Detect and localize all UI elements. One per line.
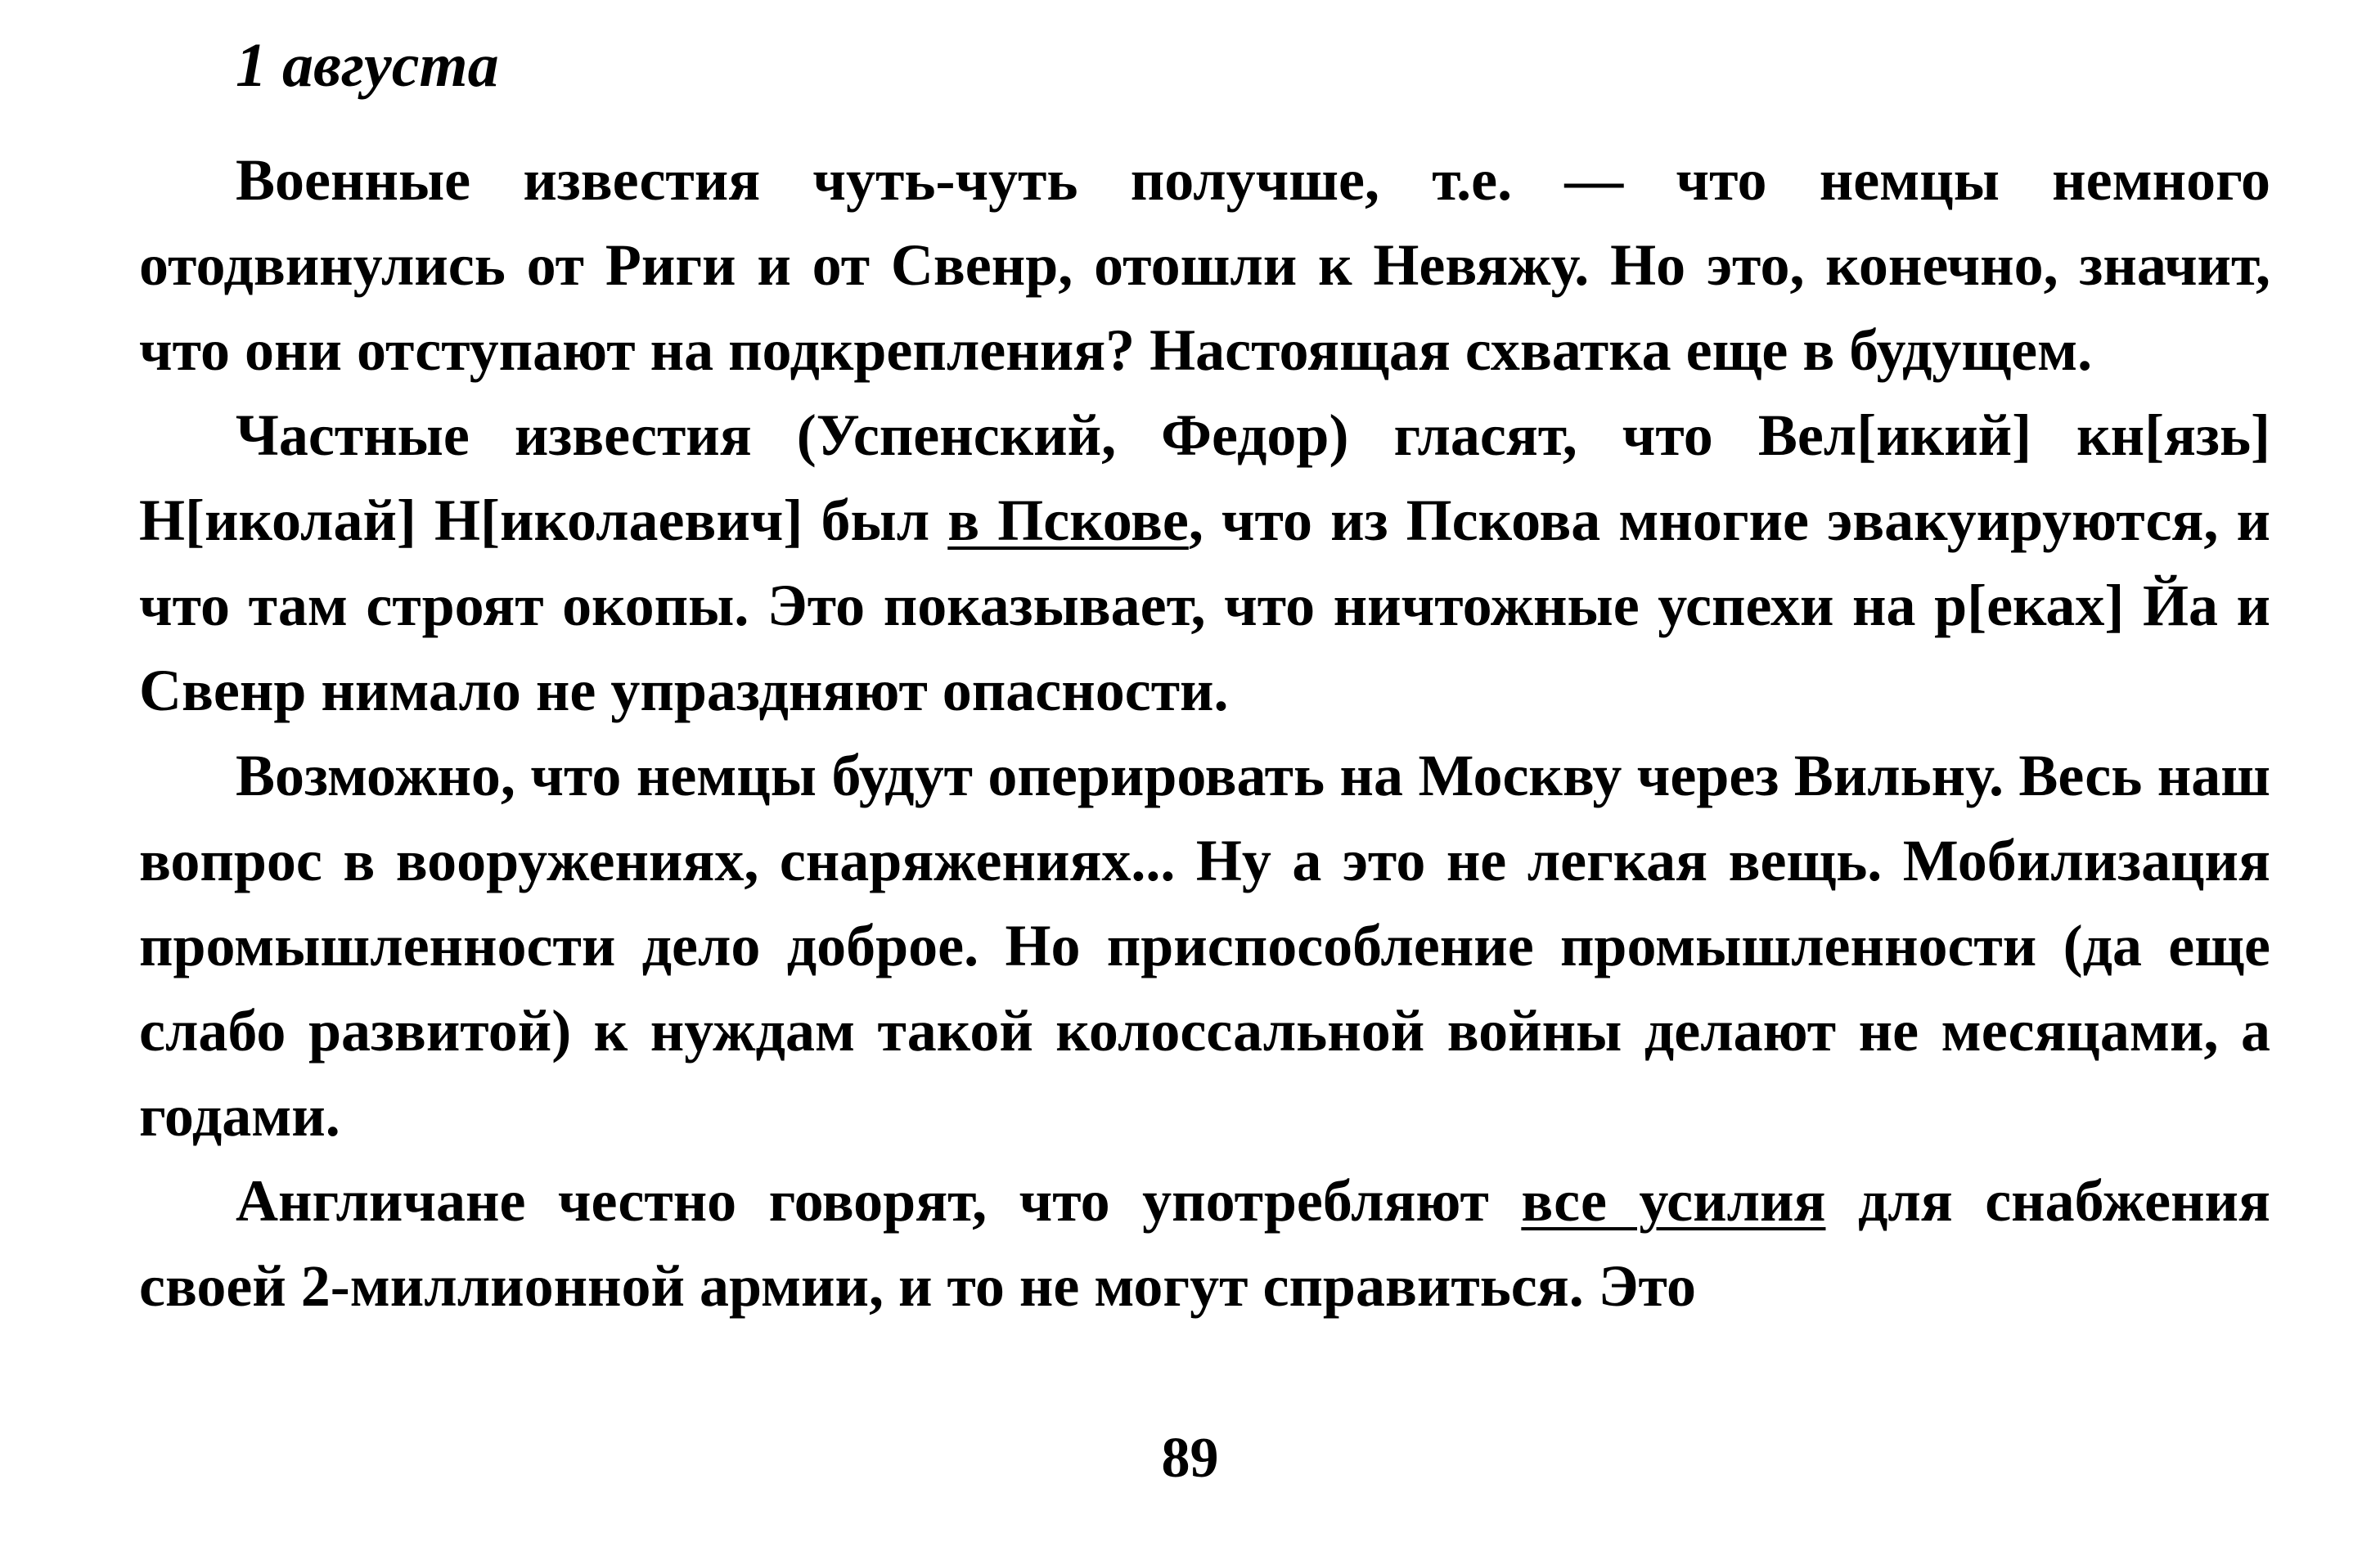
paragraph-2-text-end: , что из Пскова многие эвакуируются, и что там строят окопы. Это показывает, что ничтожные успехи на р[еках] Йа и Свенр нимало не упраздняют опасности. <box>139 488 2270 723</box>
underlined-phrase-pskov: в Пскове <box>947 488 1189 553</box>
diary-date-heading: 1 августа <box>236 31 499 100</box>
paragraph-1: Военные известия чуть-чуть получше, т.е. — что немцы немного отодвинулись от Риги и от Свенр, отошли к Невяжу. Но это, конечно, значит, что они отступают на подкрепления? Настоящая схватка еще в будущем. <box>139 147 2270 383</box>
paragraph-2 <box>139 393 2270 733</box>
paragraph-3: Возможно, что немцы будут оперировать на Москву через Вильну. Весь наш вопрос в вооружениях, снаряжениях... Ну а это не легкая вещь. Мобилизация промышленности дело доброе. Но приспособление промышленности (да еще слабо развитой) к нуждам такой колоссальной войны делают не месяцами, а годами. <box>139 743 2270 1149</box>
underlined-phrase-all-efforts: все усилия <box>1521 1168 1826 1234</box>
paragraph-4 <box>139 1158 2270 1329</box>
paragraph-4-text-end: для снабжения своей 2-миллионной армии, и то не могут справиться. Это <box>139 1168 2270 1319</box>
paragraph-2-text-start: Частные известия (Успенский, Федор) гласят, что Вел[икий] кн[язь] Н[иколай] Н[иколаевич] был <box>139 402 2270 553</box>
paragraph-4-text-start: Англичане честно говорят, что употребляют <box>236 1168 1522 1234</box>
page-number: 89 <box>1161 1427 1219 1490</box>
diary-entry-body <box>139 137 2270 1329</box>
